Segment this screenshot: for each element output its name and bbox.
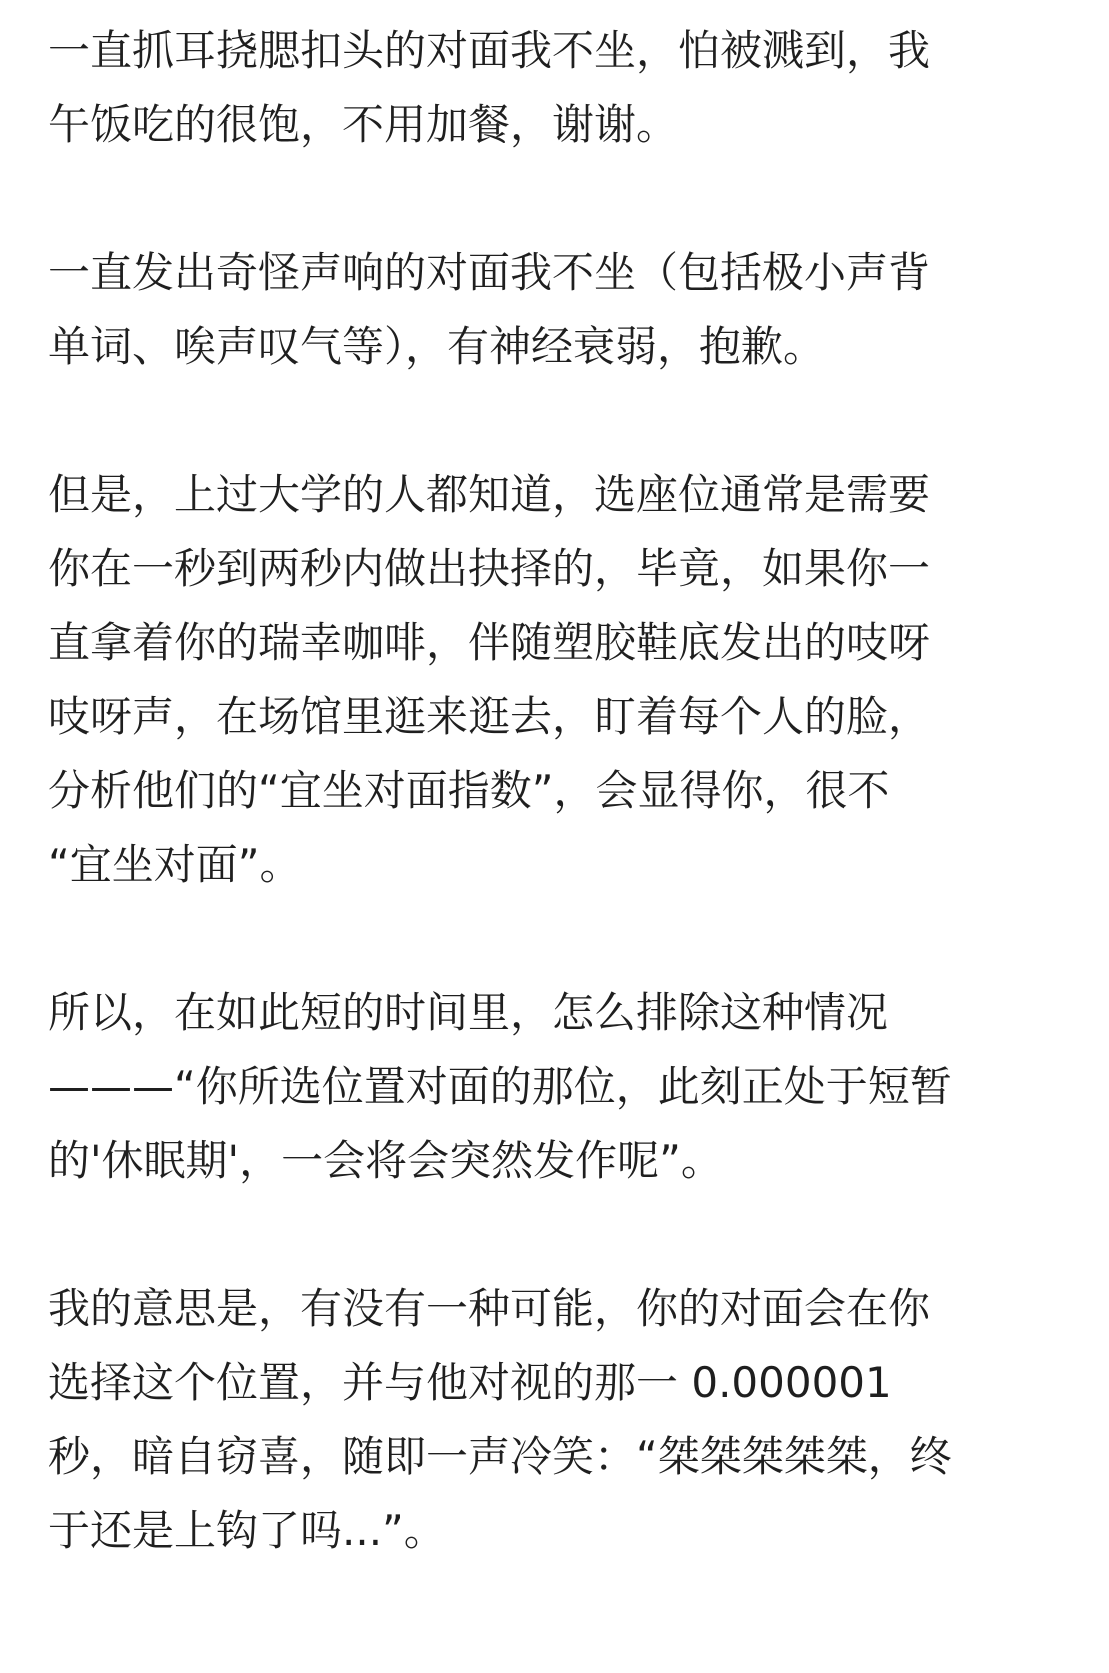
text-line: 分析他们的“宜坐对面指数”，会显得你，很不 xyxy=(48,766,890,815)
text-line: ———“你所选位置对面的那位，此刻正处于短暂 xyxy=(48,1062,952,1111)
text-line: 你在一秒到两秒内做出抉择的，毕竟，如果你一 xyxy=(48,544,931,593)
text-line: 午饭吃的很饱，不用加餐，谢谢。 xyxy=(48,100,679,149)
text-line: 我的意思是，有没有一种可能，你的对面会在你 xyxy=(48,1284,931,1333)
text-line: 一直发出奇怪声响的对面我不坐（包括极小声背 xyxy=(48,248,931,297)
text-line: “宜坐对面”。 xyxy=(48,840,302,889)
text-line: 吱呀声，在场馆里逛来逛去，盯着每个人的脸， xyxy=(48,692,931,741)
paragraph-3 xyxy=(48,458,1069,902)
text-line: 选择这个位置，并与他对视的那一 0.000001 xyxy=(48,1358,892,1407)
text-line: 直拿着你的瑞幸咖啡，伴随塑胶鞋底发出的吱呀 xyxy=(48,618,931,667)
text-line: 秒，暗自窃喜，随即一声冷笑：“桀桀桀桀桀，终 xyxy=(48,1432,952,1481)
text-line: 单词、唉声叹气等），有神经衰弱，抱歉。 xyxy=(48,322,826,371)
paragraph-5 xyxy=(48,1272,1069,1568)
text-line: 于还是上钩了吗...”。 xyxy=(48,1506,446,1555)
text-line: 的'休眠期'，一会将会突然发作呢”。 xyxy=(48,1136,723,1185)
paragraph-4 xyxy=(48,976,1069,1198)
text-line: 但是，上过大学的人都知道，选座位通常是需要 xyxy=(48,470,931,519)
text-line: 所以，在如此短的时间里，怎么排除这种情况 xyxy=(48,988,889,1037)
paragraph-1 xyxy=(48,14,1069,162)
text-line: 一直抓耳挠腮扣头的对面我不坐，怕被溅到，我 xyxy=(48,26,931,75)
paragraph-2 xyxy=(48,236,1069,384)
